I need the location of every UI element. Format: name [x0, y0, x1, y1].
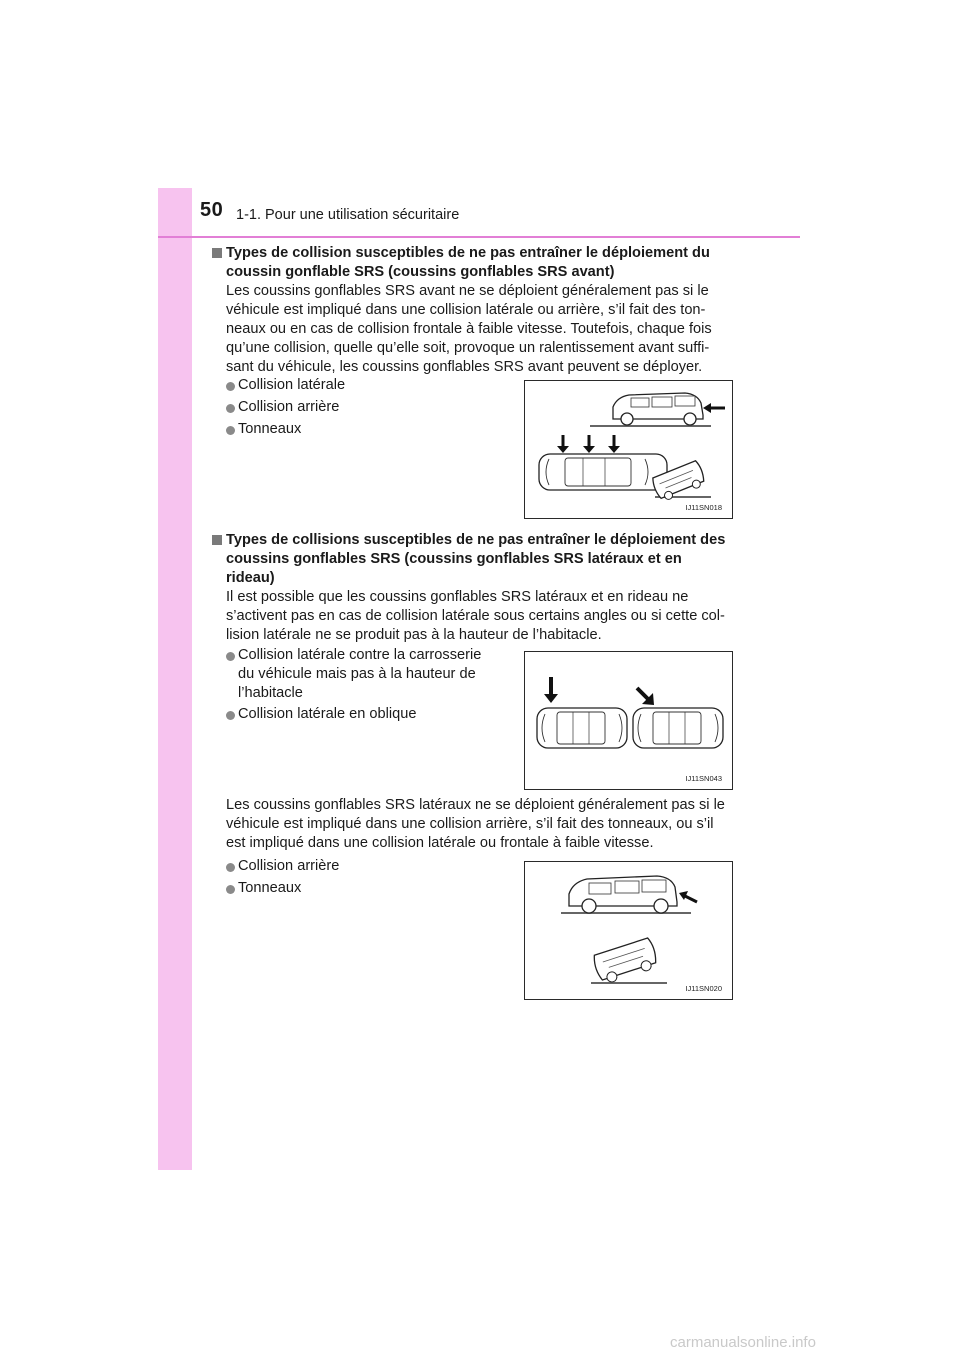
page-number: 50 [200, 199, 224, 221]
collision-figure-front-airbags [524, 380, 733, 519]
bullet-line: Collision latérale contre la carrosserie [238, 647, 482, 663]
heading-line: Types de collisions susceptibles de ne pas entraîner le déploiement des [226, 532, 726, 548]
bullet-icon [226, 404, 235, 413]
paragraph-line: est impliqué dans une collision latérale ou frontale à faible vitesse. [226, 835, 654, 851]
paragraph-line: véhicule est impliqué dans une collision arrière, s’il fait des tonneaux, ou s’il [226, 816, 714, 832]
collision-figure-side-airbags [524, 651, 733, 790]
collision-illustration [525, 862, 732, 999]
bullet-icon [226, 426, 235, 435]
bullet-icon [226, 711, 235, 720]
paragraph-line: s’activent pas en cas de collision latérale sous certains angles ou si cette col- [226, 608, 725, 624]
bullet-text: Collision latérale [238, 377, 346, 393]
bullet-text [238, 646, 498, 703]
collision-illustration [525, 381, 732, 518]
bullet-line: l’habitacle [238, 685, 303, 701]
bullet-text: Collision arrière [238, 858, 340, 874]
watermark: carmanualsonline.info [670, 1334, 816, 1351]
heading-line: coussins gonflables SRS (coussins gonflables SRS latéraux et en [226, 551, 682, 567]
section-square-icon [212, 535, 222, 545]
bullet-icon [226, 652, 235, 661]
section-square-icon [212, 248, 222, 258]
paragraph-line: neaux ou en cas de collision frontale à faible vitesse. Toutefois, chaque fois [226, 321, 712, 337]
heading-line: coussin gonflable SRS (coussins gonflables SRS avant) [226, 264, 615, 280]
chapter-title: 1-1. Pour une utilisation sécuritaire [236, 207, 460, 223]
paragraph-line: véhicule est impliqué dans une collision latérale ou arrière, s’il fait des ton- [226, 302, 706, 318]
section-heading [226, 244, 748, 282]
bullet-text: Tonneaux [238, 880, 302, 896]
bullet-text: Collision arrière [238, 399, 340, 415]
section-paragraph [226, 588, 748, 645]
figure-code: IJ11SN043 [685, 774, 722, 783]
collision-illustration [525, 652, 732, 789]
paragraph-line: qu’une collision, quelle qu’elle soit, provoque un ralentissement avant suffi- [226, 340, 710, 356]
paragraph-line: lision latérale ne se produit pas à la hauteur de l’habitacle. [226, 627, 602, 643]
chapter-side-tab [158, 188, 192, 1170]
bullet-icon [226, 382, 235, 391]
paragraph-line: sant du véhicule, les coussins gonflables SRS avant peuvent se déployer. [226, 359, 703, 375]
section-paragraph [226, 282, 748, 377]
bullet-line: du véhicule mais pas à la hauteur de [238, 666, 476, 682]
paragraph-line: Les coussins gonflables SRS latéraux ne se déploient généralement pas si le [226, 797, 725, 813]
bullet-text: Tonneaux [238, 421, 302, 437]
figure-code: IJ11SN020 [685, 984, 722, 993]
paragraph-line: Les coussins gonflables SRS avant ne se déploient généralement pas si le [226, 283, 709, 299]
section-paragraph [226, 796, 748, 853]
bullet-icon [226, 863, 235, 872]
collision-figure-rear-rollover [524, 861, 733, 1000]
bullet-text: Collision latérale en oblique [238, 706, 417, 722]
section-heading [226, 531, 748, 588]
paragraph-line: Il est possible que les coussins gonflables SRS latéraux et en rideau ne [226, 589, 689, 605]
figure-code: IJ11SN018 [685, 503, 722, 512]
heading-line: Types de collision susceptibles de ne pas entraîner le déploiement du [226, 245, 710, 261]
heading-line: rideau) [226, 570, 275, 586]
bullet-icon [226, 885, 235, 894]
